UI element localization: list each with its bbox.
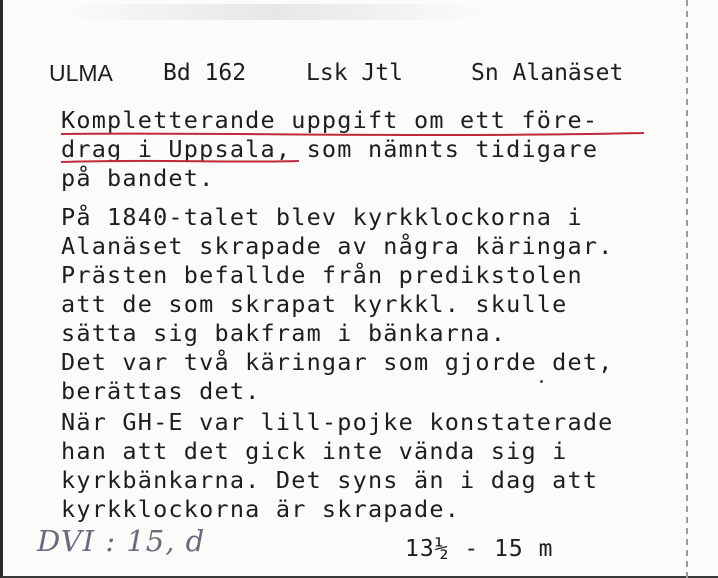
province-code: Lsk Jtl [306,60,403,86]
card-edge-line [686,0,688,578]
paragraph-supplementary-note: Kompletterande uppgift om ett före- drag i Uppsala, som nämnts tidigare på bandet. [61,106,599,192]
tape-position: 13½ - 15 m [405,536,554,562]
archive-code: ULMA [49,60,113,86]
parish-name: Sn Alanäset [471,60,624,86]
card-header [3,60,683,96]
ink-speck [540,380,543,383]
paper-smudge [63,4,483,20]
pencil-reference: DVI : 15, d [37,524,206,558]
paragraph-childhood-observation: När GH-E var lill-pojke konstaterade han att det gick inte vända sig i kyrkbänkarna. Det syns än i dag att kyrkklockorna är skrapade. [61,408,614,523]
paragraph-church-bells: På 1840-talet blev kyrkklockorna i Alanäset skrapade av några käringar. Prästen befallde från predikstolen att de som skrapat kyrkkl. skulle sätta sig bakfram i bänkarna. Det var två käringar som gjorde det, berättas det. [61,203,614,405]
volume-number: Bd 162 [163,60,247,86]
